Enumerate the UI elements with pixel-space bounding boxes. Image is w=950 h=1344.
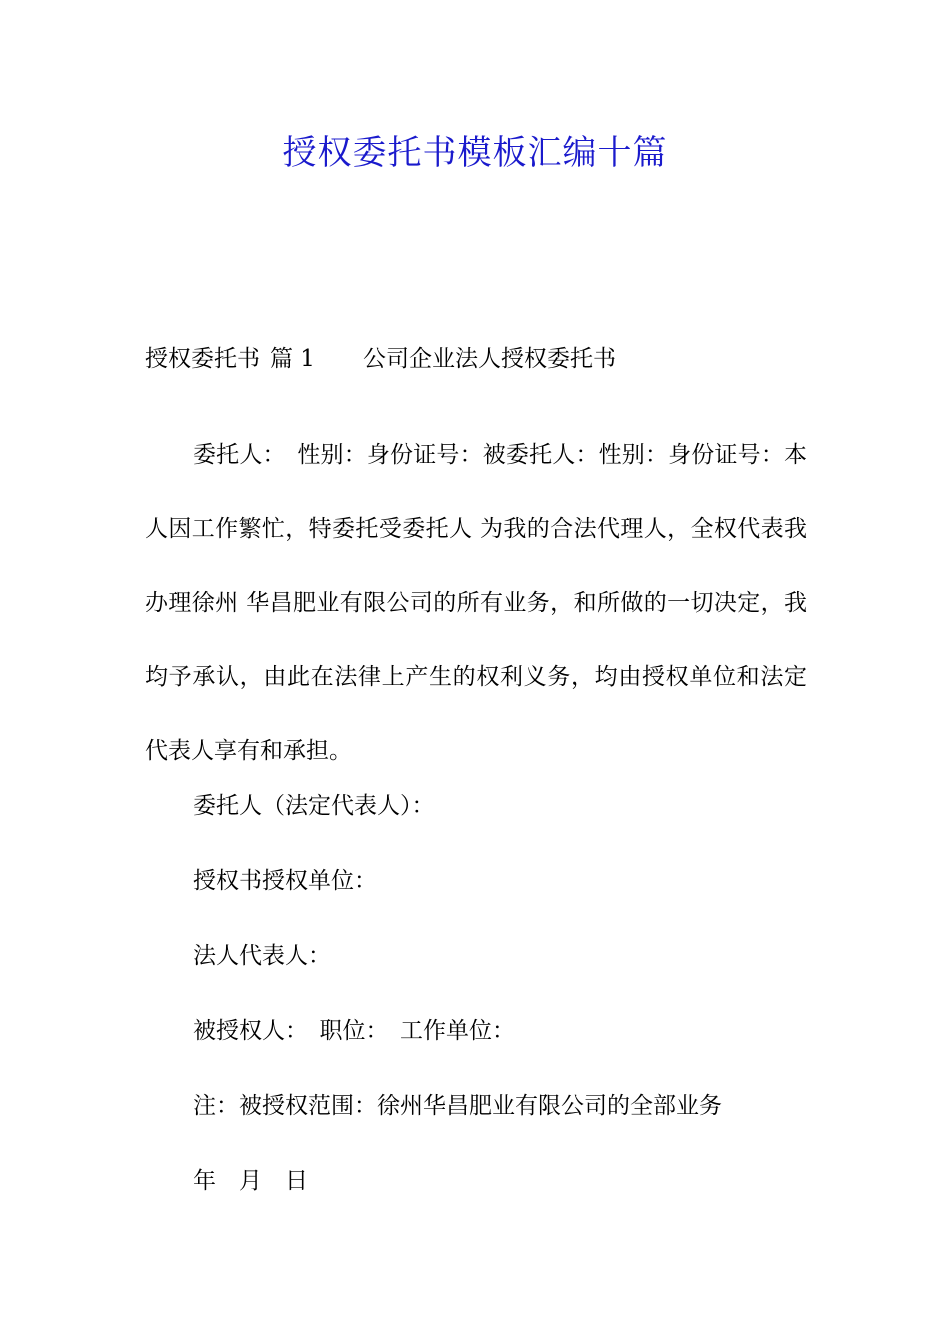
doc-name: 授权委托书	[145, 346, 260, 372]
field-legal-representative: 法人代表人：	[193, 943, 331, 969]
field-authorizing-unit: 授权书授权单位：	[193, 868, 377, 894]
section-subtitle: 公司企业法人授权委托书	[362, 346, 616, 372]
body-paragraph: 委托人： 性别：身份证号：被委托人：性别：身份证号：本人因工作繁忙，特委托受委托人 为我的合法代理人，全权代表我办理徐州 华昌肥业有限公司的所有业务，和所做的一切决定，我均予承认，由此在法律上产生的权利义务，均由授权单位和法定代表人享有和承担。	[145, 442, 807, 764]
section-number: 篇 1	[270, 346, 315, 372]
field-date: 年 月 日	[193, 1168, 308, 1194]
document-title: 授权委托书模板汇编十篇	[282, 133, 668, 173]
field-authorized-person: 被授权人： 职位： 工作单位：	[193, 1018, 515, 1044]
field-principal: 委托人（法定代表人）：	[193, 793, 435, 819]
field-scope-note: 注：被授权范围：徐州华昌肥业有限公司的全部业务	[193, 1093, 722, 1119]
section-heading	[145, 342, 616, 376]
